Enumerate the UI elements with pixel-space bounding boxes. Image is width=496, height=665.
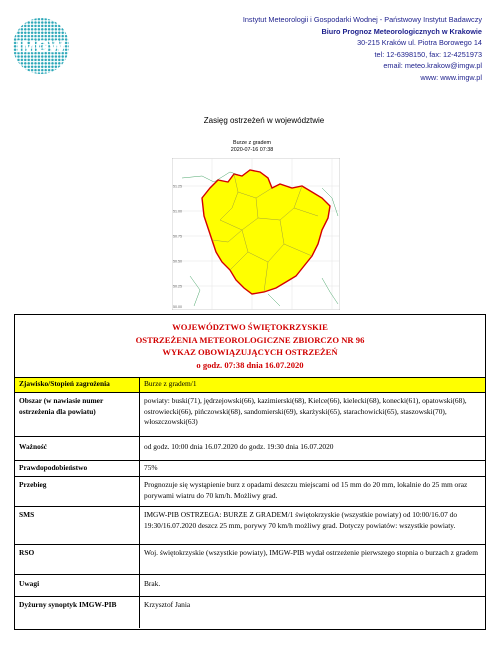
address: 30-215 Kraków ul. Piotra Borowego 14 [357, 38, 482, 47]
warning-map [172, 158, 340, 310]
region-title: WOJEWÓDZTWO ŚWIĘTOKRZYSKIE [172, 322, 328, 332]
row-value: Woj. świętokrzyskie (wszystkie powiaty), IMGW-PIB wydał ostrzeżenie pierwszego stopnia o burzach z gradem [144, 548, 478, 557]
table-row [15, 477, 485, 507]
website: www: www.imgw.pl [420, 72, 482, 82]
email: email: meteo.krakow@imgw.pl [383, 61, 482, 70]
row-value: Prognozuje się wystąpienie burz z opadami deszczu miejscami od 15 mm do 20 mm, lokalnie do 25 mm oraz porywami wiatru do 70 km/h. Możliwy grad. [144, 480, 468, 500]
row-value: Krzysztof Jania [144, 600, 191, 609]
lat-tick: 51.25 [173, 184, 182, 189]
institution-header [182, 14, 482, 83]
table-row [15, 575, 485, 597]
institute-name: Instytut Meteorologii i Gospodarki Wodnej - Państwowy Instytut Badawczy [242, 15, 482, 24]
lat-tick: 50.00 [173, 305, 182, 309]
row-value: od godz. 10:00 dnia 16.07.2020 do godz. 19:30 dnia 16.07.2020 [144, 442, 334, 451]
row-label: Zjawisko/Stopień zagrożenia [15, 378, 140, 392]
table-row [15, 437, 485, 461]
map-caption [0, 140, 496, 154]
table-row [15, 545, 485, 575]
map-caption-phenomenon: Burze z gradem [232, 140, 272, 146]
row-label: Uwagi [15, 575, 140, 596]
list-title: WYKAZ OBOWIĄZUJĄCYCH OSTRZEŻEŃ [162, 347, 338, 357]
phone-fax: tel: 12-6398150, fax: 12-4251973 [374, 49, 482, 59]
row-label: RSO [15, 545, 140, 574]
map-section-title: Zasięg ostrzeżeń w województwie [203, 116, 325, 125]
lat-tick: 50.25 [173, 284, 182, 289]
lat-tick: 50.75 [173, 234, 182, 239]
bulletin-number: OSTRZEŻENIA METEOROLOGICZNE ZBIORCZO NR 96 [135, 334, 365, 345]
warning-table [14, 314, 486, 630]
row-label: Obszar (w nawiasie numer ostrzeżenia dla powiatu) [15, 393, 140, 436]
table-row [15, 378, 485, 393]
svg-text:IMGW: IMGW [16, 37, 66, 56]
row-label: SMS [15, 507, 140, 544]
row-label: Ważność [15, 437, 140, 460]
table-row [15, 507, 485, 545]
warning-title [15, 315, 485, 378]
table-row [15, 461, 485, 477]
map-caption-date: 2020-07-16 07:38 [230, 147, 274, 153]
row-value: 75% [144, 463, 158, 472]
table-row [15, 393, 485, 437]
lat-tick: 50.50 [173, 259, 182, 264]
lat-tick: 51.00 [173, 209, 182, 214]
row-label: Dyżurny synoptyk IMGW-PIB [15, 597, 140, 628]
table-row [15, 597, 485, 628]
row-label: Prawdopodobieństwo [15, 461, 140, 476]
row-value: powiaty: buski(71), jędrzejowski(66), kazimierski(68), Kielce(66), kielecki(68), konecki(61), opatowski(68), ostrowiecki(66), pińczowski(68), sandomierski(69), skarżyski(65), starachowicki(65), staszowski(70), włoszczowski(63) [144, 396, 467, 426]
row-value: Brak. [144, 579, 161, 588]
bureau-name: Biuro Prognoz Meteorologicznych w Krakowie [321, 26, 482, 36]
imgw-logo [10, 14, 72, 84]
issue-time: o godz. 07:38 dnia 16.07.2020 [196, 359, 304, 370]
row-value: IMGW-PIB OSTRZEGA: BURZE Z GRADEM/1 świętokrzyskie (wszystkie powiaty) od 10:00/16.07 do 19:30/16.07.2020 deszcz 25 mm, porywy 70 km/h możliwy grad. Dotyczy powiatów: wszystkie powiaty. [144, 510, 458, 530]
row-label: Przebieg [15, 477, 140, 506]
row-value: Burze z gradem/1 [140, 378, 485, 392]
